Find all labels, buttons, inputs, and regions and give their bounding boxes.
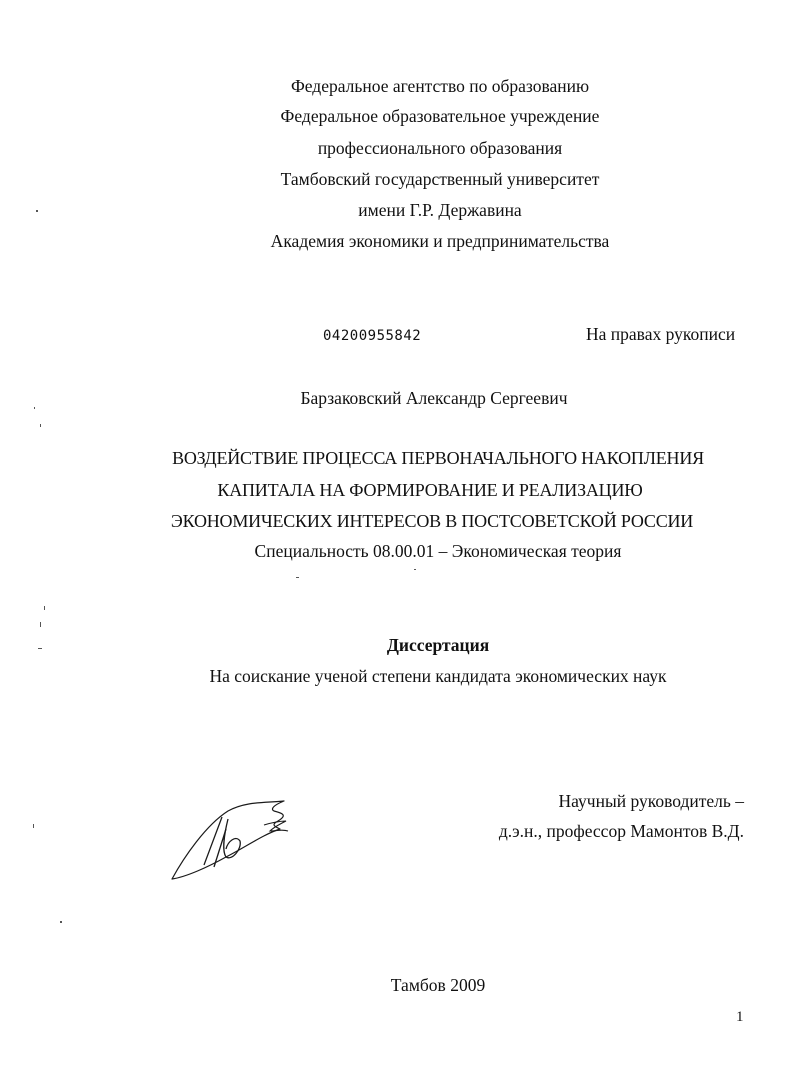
scan-speck bbox=[40, 622, 41, 627]
scan-speck bbox=[40, 424, 41, 427]
header-university-name: имени Г.Р. Державина bbox=[358, 200, 522, 220]
specialty: Специальность 08.00.01 – Экономическая теория bbox=[254, 541, 622, 561]
scan-speck bbox=[414, 569, 416, 570]
place-and-year: Тамбов 2009 bbox=[390, 975, 486, 995]
scan-speck bbox=[34, 407, 35, 409]
title-line-2: КАПИТАЛА НА ФОРМИРОВАНИЕ И РЕАЛИЗАЦИЮ bbox=[217, 480, 643, 500]
scan-speck bbox=[36, 210, 38, 212]
registry-number: 04200955842 bbox=[323, 328, 422, 344]
header-agency: Федеральное агентство по образованию bbox=[290, 76, 590, 96]
degree-sought: На соискание ученой степени кандидата экономических наук bbox=[209, 666, 667, 686]
header-academy: Академия экономики и предпринимательства bbox=[270, 231, 610, 251]
title-line-1: ВОЗДЕЙСТВИЕ ПРОЦЕССА ПЕРВОНАЧАЛЬНОГО НАКОПЛЕНИЯ bbox=[172, 448, 704, 468]
scan-speck bbox=[60, 921, 62, 923]
scan-speck bbox=[296, 577, 299, 578]
header-education-level: профессионального образования bbox=[317, 138, 563, 158]
page-number: 1 bbox=[736, 1009, 744, 1025]
title-line-3: ЭКОНОМИЧЕСКИХ ИНТЕРЕСОВ В ПОСТСОВЕТСКОЙ РОССИИ bbox=[170, 511, 694, 531]
header-institution-type: Федеральное образовательное учреждение bbox=[280, 106, 600, 126]
scan-speck bbox=[38, 648, 42, 649]
scan-speck bbox=[44, 606, 45, 610]
scan-speck bbox=[33, 824, 34, 828]
supervisor-name: д.э.н., профессор Мамонтов В.Д. bbox=[498, 821, 744, 841]
supervisor-label: Научный руководитель – bbox=[558, 791, 744, 811]
handwritten-signature bbox=[166, 795, 296, 885]
manuscript-note: На правах рукописи bbox=[586, 324, 736, 344]
document-type: Диссертация bbox=[386, 635, 490, 655]
header-university: Тамбовский государственный университет bbox=[280, 169, 600, 189]
author-name: Барзаковский Александр Сергеевич bbox=[300, 388, 568, 408]
